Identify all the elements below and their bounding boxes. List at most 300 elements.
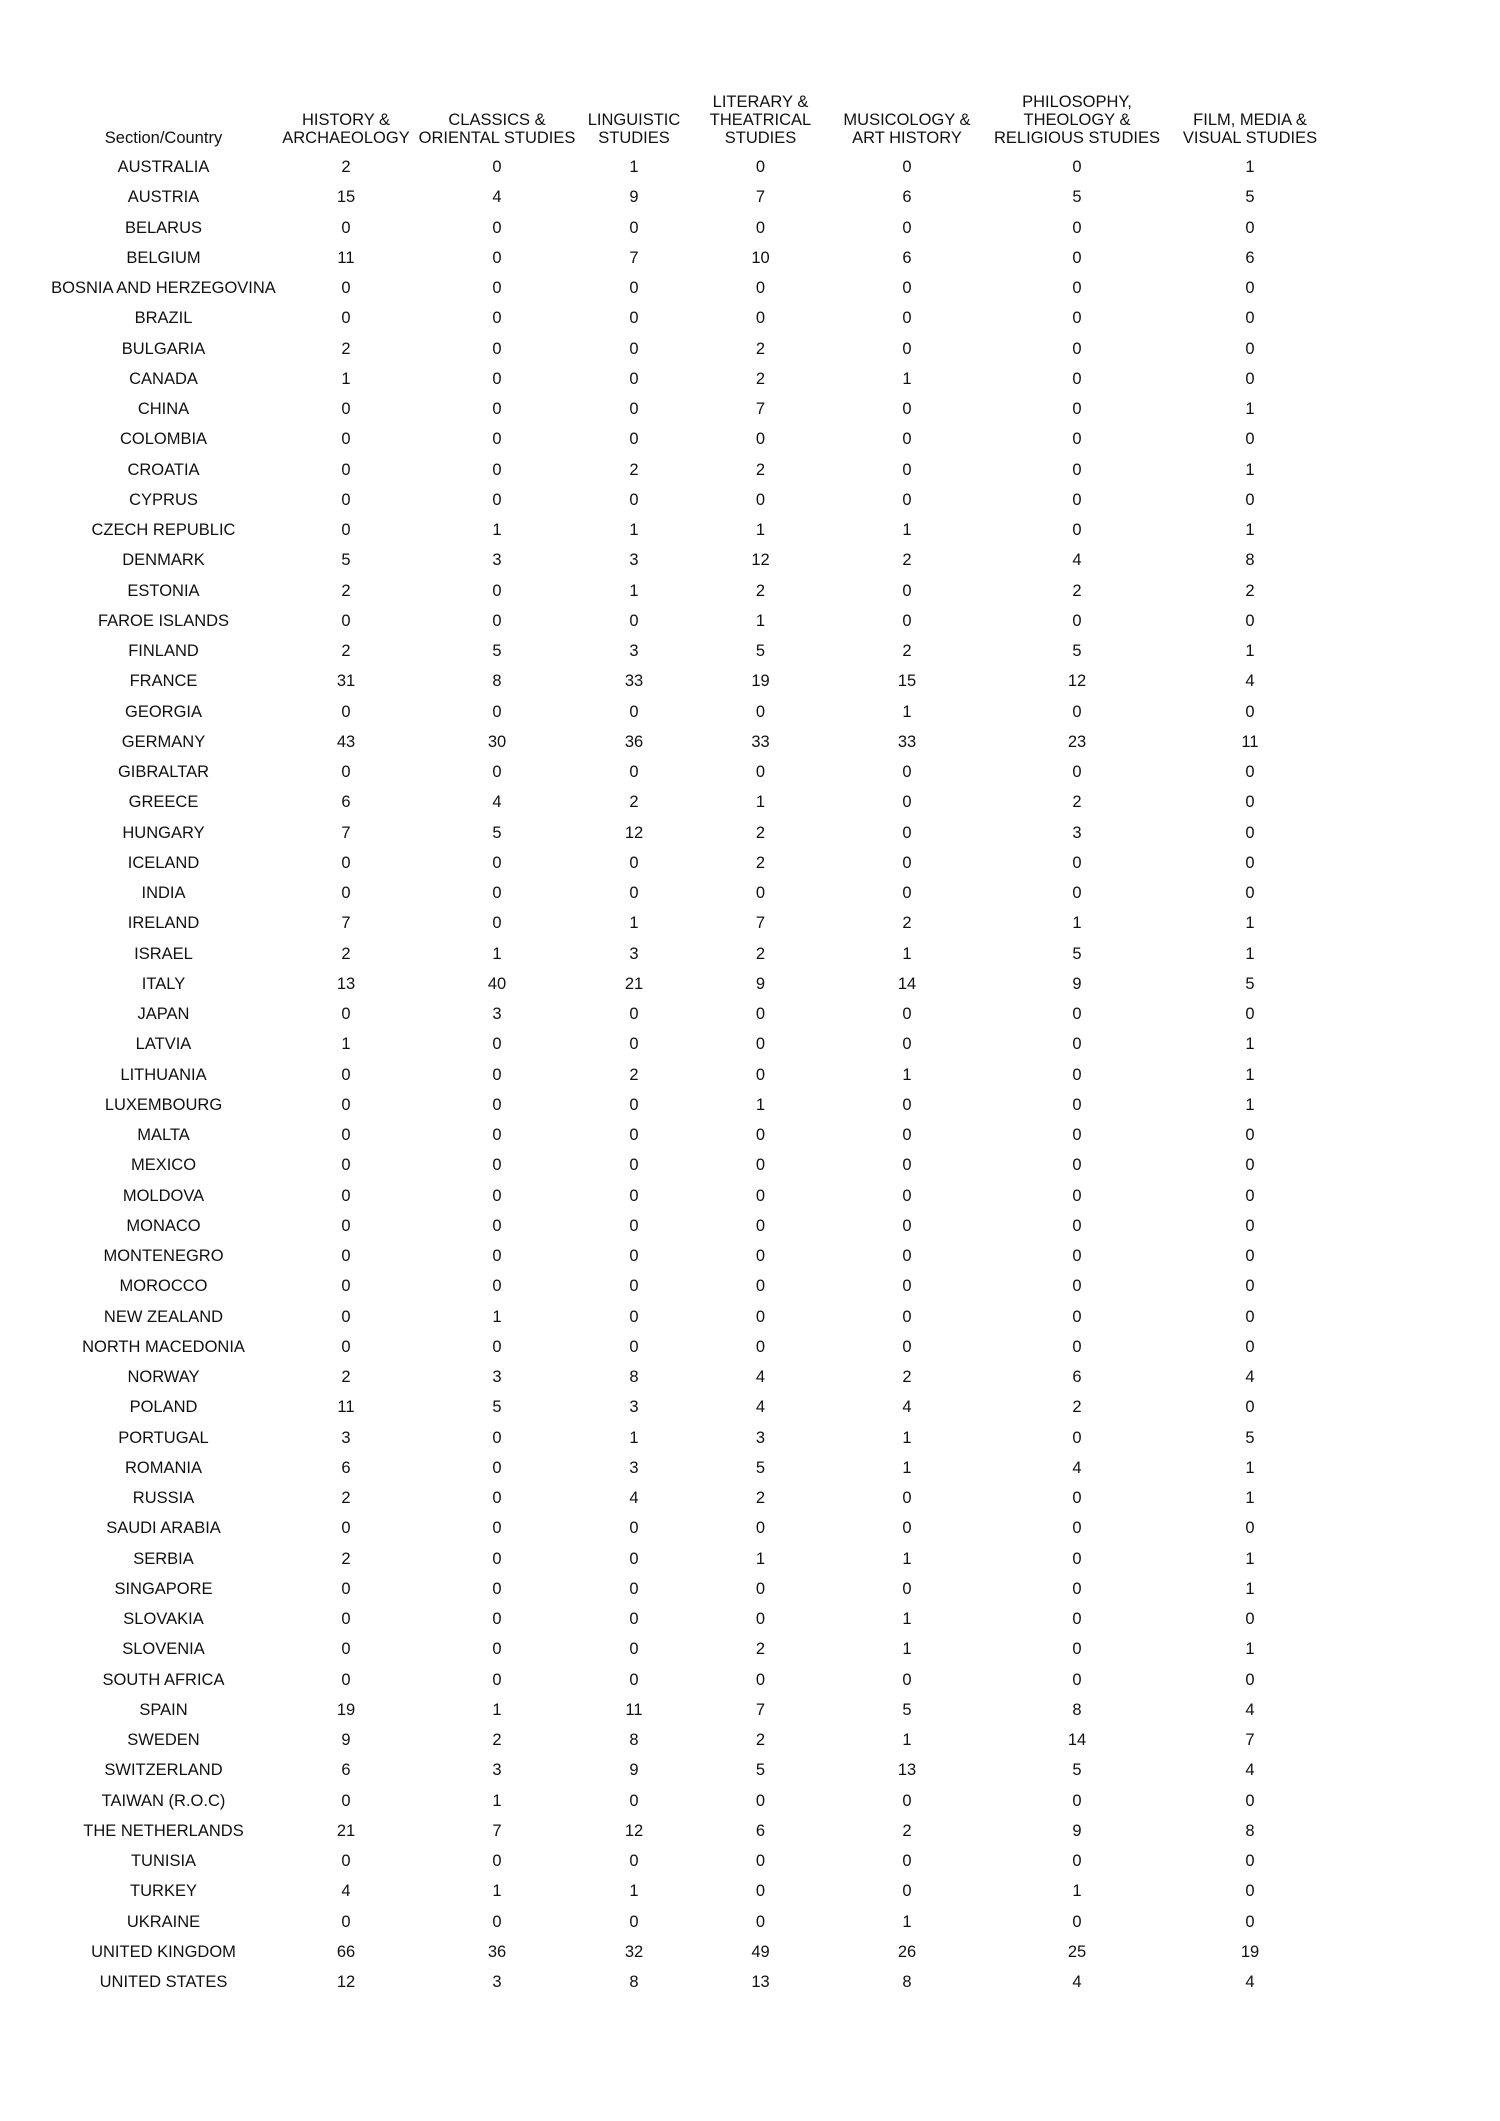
count-cell: 0 (1072, 853, 1082, 872)
count-cell: 2 (341, 581, 351, 600)
country-name-cell: GREECE (128, 793, 199, 812)
count-cell: 0 (902, 1337, 912, 1356)
count-cell: 2 (755, 1731, 766, 1750)
count-cell: 5 (1072, 944, 1082, 963)
count-cell: 2 (341, 642, 351, 661)
table-row (45, 727, 1323, 757)
count-cell: 66 (336, 1942, 356, 1961)
count-cell: 49 (751, 1942, 770, 1961)
table-row (45, 1453, 1323, 1483)
country-name-cell: FAROE ISLANDS (97, 611, 230, 630)
count-cell: 0 (341, 1852, 351, 1871)
count-cell: 11 (625, 1700, 643, 1719)
count-cell: 2 (629, 793, 639, 812)
table-row (45, 908, 1323, 938)
count-cell: 0 (1245, 1912, 1255, 1931)
count-cell: 36 (487, 1942, 507, 1961)
count-cell: 2 (755, 853, 766, 872)
count-cell: 0 (492, 702, 502, 721)
table-header-row (45, 92, 1323, 152)
count-cell: 0 (755, 1852, 766, 1871)
count-cell: 0 (1072, 1186, 1082, 1205)
count-cell: 1 (755, 1549, 766, 1568)
count-cell: 0 (902, 1882, 912, 1901)
count-cell: 0 (902, 1186, 912, 1205)
count-cell: 40 (487, 974, 507, 993)
count-cell: 0 (1072, 1912, 1082, 1931)
count-cell: 0 (755, 1277, 766, 1296)
country-name-cell: FRANCE (129, 672, 198, 691)
count-cell: 0 (1245, 1216, 1255, 1235)
country-name-cell: UKRAINE (126, 1912, 201, 1931)
header-line: ORIENTAL STUDIES (418, 129, 576, 147)
count-cell: 0 (341, 1216, 351, 1235)
table-row (45, 636, 1323, 666)
count-cell: 15 (897, 672, 917, 691)
country-name-cell: LATVIA (135, 1035, 192, 1054)
count-cell: 2 (1072, 581, 1082, 600)
count-cell: 4 (1072, 1458, 1082, 1477)
count-cell: 0 (755, 1337, 766, 1356)
count-cell: 8 (1245, 1821, 1255, 1840)
count-cell: 1 (341, 1035, 351, 1054)
country-name-cell: MOROCCO (119, 1277, 208, 1296)
count-cell: 2 (1072, 1398, 1082, 1417)
count-cell: 0 (755, 1882, 766, 1901)
count-cell: 0 (629, 702, 639, 721)
count-cell: 0 (341, 1640, 351, 1659)
count-cell: 0 (902, 581, 912, 600)
country-name-cell: UNITED KINGDOM (91, 1942, 236, 1961)
count-cell: 2 (1245, 581, 1255, 600)
table-row (45, 364, 1323, 394)
count-cell: 1 (1245, 1095, 1255, 1114)
count-cell: 2 (341, 339, 351, 358)
table-row (45, 818, 1323, 848)
count-cell: 0 (1245, 1307, 1255, 1326)
count-cell: 9 (341, 1731, 351, 1750)
count-cell: 0 (492, 158, 502, 177)
count-cell: 0 (492, 1912, 502, 1931)
count-cell: 3 (492, 1973, 502, 1992)
count-cell: 0 (1072, 1095, 1082, 1114)
country-name-cell: BULGARIA (121, 339, 206, 358)
count-cell: 0 (629, 400, 639, 419)
count-cell: 7 (755, 400, 766, 419)
count-cell: 0 (492, 248, 502, 267)
count-cell: 0 (755, 430, 766, 449)
count-cell: 0 (902, 1095, 912, 1114)
table-row (45, 1876, 1323, 1906)
count-cell: 0 (755, 158, 766, 177)
country-name-cell: CROATIA (127, 460, 200, 479)
count-cell: 0 (629, 611, 639, 630)
table-row (45, 1604, 1323, 1634)
count-cell: 0 (492, 611, 502, 630)
country-name-cell: TURKEY (130, 1882, 197, 1901)
table-row (45, 213, 1323, 243)
count-cell: 0 (1072, 1247, 1082, 1266)
count-cell: 0 (492, 309, 502, 328)
count-cell: 0 (492, 853, 502, 872)
count-cell: 0 (629, 1095, 639, 1114)
header-line: FILM, MEDIA & (1193, 111, 1307, 129)
count-cell: 0 (492, 1610, 502, 1629)
count-cell: 0 (1245, 1156, 1255, 1175)
count-cell: 0 (755, 1610, 766, 1629)
count-cell: 1 (1245, 642, 1255, 661)
count-cell: 0 (1072, 1852, 1082, 1871)
count-cell: 9 (755, 974, 766, 993)
count-cell: 4 (755, 1398, 766, 1417)
count-cell: 0 (492, 1156, 502, 1175)
count-cell: 0 (902, 1247, 912, 1266)
count-cell: 0 (629, 1126, 639, 1145)
count-cell: 0 (492, 1247, 502, 1266)
count-cell: 9 (629, 188, 639, 207)
count-cell: 0 (1245, 430, 1255, 449)
table-row (45, 666, 1323, 696)
count-cell: 1 (902, 944, 912, 963)
count-cell: 0 (1245, 369, 1255, 388)
count-cell: 8 (629, 1368, 639, 1387)
count-cell: 0 (341, 1186, 351, 1205)
count-cell: 6 (1245, 248, 1255, 267)
count-cell: 7 (755, 188, 766, 207)
count-cell: 0 (902, 339, 912, 358)
table-row (45, 394, 1323, 424)
table-row (45, 1695, 1323, 1725)
count-cell: 0 (492, 1519, 502, 1538)
count-cell: 1 (755, 521, 766, 540)
header-line: ARCHAEOLOGY (282, 129, 410, 147)
country-name-cell: BELGIUM (126, 248, 201, 267)
table-row (45, 1029, 1323, 1059)
count-cell: 1 (492, 1882, 502, 1901)
count-cell: 1 (629, 521, 639, 540)
count-cell: 3 (492, 1761, 502, 1780)
count-cell: 4 (902, 1398, 912, 1417)
count-cell: 0 (629, 1912, 639, 1931)
table-body (45, 152, 1323, 1997)
column-header-2 (410, 92, 584, 152)
count-cell: 5 (1072, 642, 1082, 661)
table-row (45, 787, 1323, 817)
table-row (45, 1907, 1323, 1937)
count-cell: 0 (755, 1186, 766, 1205)
count-cell: 0 (1245, 1791, 1255, 1810)
count-cell: 0 (341, 309, 351, 328)
count-cell: 0 (341, 279, 351, 298)
count-cell: 0 (1245, 339, 1255, 358)
count-cell: 2 (755, 944, 766, 963)
count-cell: 0 (755, 309, 766, 328)
count-cell: 0 (341, 1005, 351, 1024)
count-cell: 3 (755, 1428, 766, 1447)
header-line: THEATRICAL (709, 111, 812, 129)
count-cell: 7 (629, 248, 639, 267)
count-cell: 21 (624, 974, 644, 993)
count-cell: 0 (755, 1247, 766, 1266)
count-cell: 0 (1245, 1126, 1255, 1145)
count-cell: 2 (755, 1489, 766, 1508)
country-name-cell: NORTH MACEDONIA (82, 1337, 245, 1356)
count-cell: 0 (902, 1126, 912, 1145)
count-cell: 0 (755, 1519, 766, 1538)
count-cell: 0 (1245, 1610, 1255, 1629)
country-name-cell: AUSTRIA (127, 188, 200, 207)
count-cell: 2 (755, 1640, 766, 1659)
count-cell: 0 (492, 369, 502, 388)
table-row (45, 1513, 1323, 1543)
country-name-cell: NORWAY (127, 1368, 200, 1387)
count-cell: 5 (902, 1700, 912, 1719)
count-cell: 19 (336, 1700, 356, 1719)
country-name-cell: POLAND (129, 1398, 198, 1417)
count-cell: 0 (1072, 400, 1082, 419)
count-cell: 0 (902, 611, 912, 630)
table-row (45, 1302, 1323, 1332)
count-cell: 0 (755, 702, 766, 721)
count-cell: 0 (341, 1337, 351, 1356)
count-cell: 1 (1245, 1579, 1255, 1598)
count-cell: 1 (1245, 1640, 1255, 1659)
count-cell: 0 (1072, 339, 1082, 358)
count-cell: 0 (629, 763, 639, 782)
count-cell: 1 (492, 944, 502, 963)
count-cell: 0 (1245, 1186, 1255, 1205)
country-name-cell: TUNISIA (130, 1852, 197, 1871)
count-cell: 1 (1072, 1882, 1082, 1901)
header-line: VISUAL STUDIES (1182, 129, 1318, 147)
country-name-cell: TAIWAN (R.O.C) (101, 1791, 226, 1810)
count-cell: 0 (629, 1005, 639, 1024)
country-section-table (45, 92, 1323, 1997)
count-cell: 2 (755, 369, 766, 388)
header-line: STUDIES (724, 129, 797, 147)
count-cell: 0 (755, 1912, 766, 1931)
count-cell: 0 (629, 490, 639, 509)
count-cell: 11 (337, 1398, 355, 1417)
count-cell: 0 (902, 1277, 912, 1296)
count-cell: 0 (1245, 1398, 1255, 1417)
count-cell: 0 (902, 1489, 912, 1508)
count-cell: 0 (492, 884, 502, 903)
count-cell: 0 (755, 1156, 766, 1175)
table-row (45, 1332, 1323, 1362)
count-cell: 3 (492, 1005, 502, 1024)
count-cell: 0 (629, 1791, 639, 1810)
count-cell: 0 (341, 884, 351, 903)
count-cell: 1 (1245, 1458, 1255, 1477)
count-cell: 21 (336, 1821, 356, 1840)
table-row (45, 243, 1323, 273)
count-cell: 3 (492, 1368, 502, 1387)
header-line: RELIGIOUS STUDIES (994, 129, 1160, 147)
count-cell: 0 (902, 1791, 912, 1810)
count-cell: 9 (1072, 1821, 1082, 1840)
country-name-cell: GERMANY (121, 732, 206, 751)
count-cell: 0 (902, 823, 912, 842)
count-cell: 0 (492, 1186, 502, 1205)
count-cell: 0 (341, 763, 351, 782)
count-cell: 0 (902, 1670, 912, 1689)
table-row (45, 999, 1323, 1029)
count-cell: 2 (341, 1549, 351, 1568)
count-cell: 14 (1067, 1731, 1087, 1750)
country-name-cell: CZECH REPUBLIC (91, 521, 236, 540)
count-cell: 0 (492, 1126, 502, 1145)
count-cell: 33 (624, 672, 644, 691)
table-row (45, 878, 1323, 908)
count-cell: 0 (1245, 793, 1255, 812)
count-cell: 0 (629, 1337, 639, 1356)
count-cell: 0 (341, 1791, 351, 1810)
table-row (45, 939, 1323, 969)
count-cell: 0 (755, 1307, 766, 1326)
count-cell: 2 (341, 1489, 351, 1508)
country-name-cell: MEXICO (130, 1156, 197, 1175)
count-cell: 1 (341, 369, 351, 388)
count-cell: 0 (902, 400, 912, 419)
count-cell: 13 (897, 1761, 917, 1780)
count-cell: 0 (492, 400, 502, 419)
count-cell: 9 (1072, 974, 1082, 993)
count-cell: 0 (341, 218, 351, 237)
count-cell: 0 (492, 1670, 502, 1689)
count-cell: 12 (624, 823, 644, 842)
country-name-cell: NEW ZEALAND (103, 1307, 224, 1326)
count-cell: 4 (1072, 1973, 1082, 1992)
country-name-cell: MONACO (126, 1216, 201, 1235)
country-name-cell: ESTONIA (127, 581, 200, 600)
count-cell: 5 (1245, 188, 1255, 207)
count-cell: 2 (755, 581, 766, 600)
count-cell: 4 (1245, 1700, 1255, 1719)
count-cell: 0 (492, 430, 502, 449)
country-name-cell: BRAZIL (134, 309, 193, 328)
count-cell: 43 (336, 732, 356, 751)
header-line: HISTORY & (301, 111, 391, 129)
count-cell: 6 (341, 793, 351, 812)
table-row (45, 969, 1323, 999)
count-cell: 0 (1072, 1126, 1082, 1145)
count-cell: 0 (341, 1307, 351, 1326)
count-cell: 0 (1245, 853, 1255, 872)
count-cell: 0 (1072, 1519, 1082, 1538)
count-cell: 2 (341, 944, 351, 963)
count-cell: 8 (492, 672, 502, 691)
count-cell: 0 (492, 490, 502, 509)
country-name-cell: GIBRALTAR (117, 763, 210, 782)
count-cell: 0 (1072, 1307, 1082, 1326)
country-name-cell: DENMARK (122, 551, 205, 570)
table-row (45, 334, 1323, 364)
count-cell: 13 (336, 974, 356, 993)
count-cell: 0 (341, 1277, 351, 1296)
country-name-cell: MONTENEGRO (103, 1247, 224, 1266)
table-row (45, 1271, 1323, 1301)
table-row (45, 1725, 1323, 1755)
count-cell: 0 (1072, 521, 1082, 540)
count-cell: 2 (755, 823, 766, 842)
count-cell: 1 (902, 1458, 912, 1477)
count-cell: 8 (1245, 551, 1255, 570)
count-cell: 3 (629, 642, 639, 661)
table-row (45, 1060, 1323, 1090)
count-cell: 1 (1245, 1489, 1255, 1508)
country-name-cell: JAPAN (137, 1005, 190, 1024)
count-cell: 0 (755, 1579, 766, 1598)
count-cell: 4 (755, 1368, 766, 1387)
count-cell: 5 (1245, 1428, 1255, 1447)
column-header-7 (1177, 92, 1323, 152)
count-cell: 0 (1072, 1156, 1082, 1175)
count-cell: 0 (629, 1216, 639, 1235)
count-cell: 1 (1245, 1065, 1255, 1084)
country-name-cell: ITALY (141, 974, 186, 993)
country-name-cell: SLOVENIA (122, 1640, 205, 1659)
count-cell: 10 (751, 248, 770, 267)
count-cell: 0 (492, 279, 502, 298)
header-line: PHILOSOPHY, (1022, 93, 1132, 111)
count-cell: 5 (1072, 188, 1082, 207)
count-cell: 0 (1245, 1670, 1255, 1689)
count-cell: 19 (1240, 1942, 1260, 1961)
count-cell: 0 (1072, 1035, 1082, 1054)
count-cell: 3 (341, 1428, 351, 1447)
count-cell: 1 (492, 521, 502, 540)
column-header-6 (977, 92, 1177, 152)
table-row (45, 1241, 1323, 1271)
count-cell: 0 (902, 1035, 912, 1054)
count-cell: 0 (492, 1579, 502, 1598)
country-name-cell: GEORGIA (124, 702, 202, 721)
table-row (45, 1634, 1323, 1664)
count-cell: 0 (492, 763, 502, 782)
table-row (45, 1392, 1323, 1422)
count-cell: 0 (1245, 1277, 1255, 1296)
count-cell: 0 (341, 1095, 351, 1114)
header-line: THEOLOGY & (1023, 111, 1131, 129)
table-row (45, 424, 1323, 454)
table-row (45, 152, 1323, 182)
count-cell: 0 (629, 218, 639, 237)
count-cell: 13 (751, 1973, 770, 1992)
count-cell: 0 (492, 1035, 502, 1054)
count-cell: 0 (1245, 1247, 1255, 1266)
count-cell: 0 (1245, 1852, 1255, 1871)
count-cell: 0 (492, 914, 502, 933)
country-name-cell: ISRAEL (134, 944, 193, 963)
count-cell: 1 (902, 1428, 912, 1447)
count-cell: 25 (1067, 1942, 1087, 1961)
table-row (45, 1937, 1323, 1967)
count-cell: 0 (629, 1519, 639, 1538)
country-name-cell: SWEDEN (127, 1731, 200, 1750)
count-cell: 0 (755, 1005, 766, 1024)
table-row (45, 1816, 1323, 1846)
header-line: MUSICOLOGY & (843, 111, 971, 129)
count-cell: 0 (341, 853, 351, 872)
count-cell: 0 (341, 611, 351, 630)
count-cell: 0 (341, 1610, 351, 1629)
count-cell: 1 (1245, 1549, 1255, 1568)
count-cell: 0 (902, 218, 912, 237)
count-cell: 0 (755, 1791, 766, 1810)
count-cell: 4 (492, 188, 502, 207)
count-cell: 4 (1245, 1973, 1255, 1992)
